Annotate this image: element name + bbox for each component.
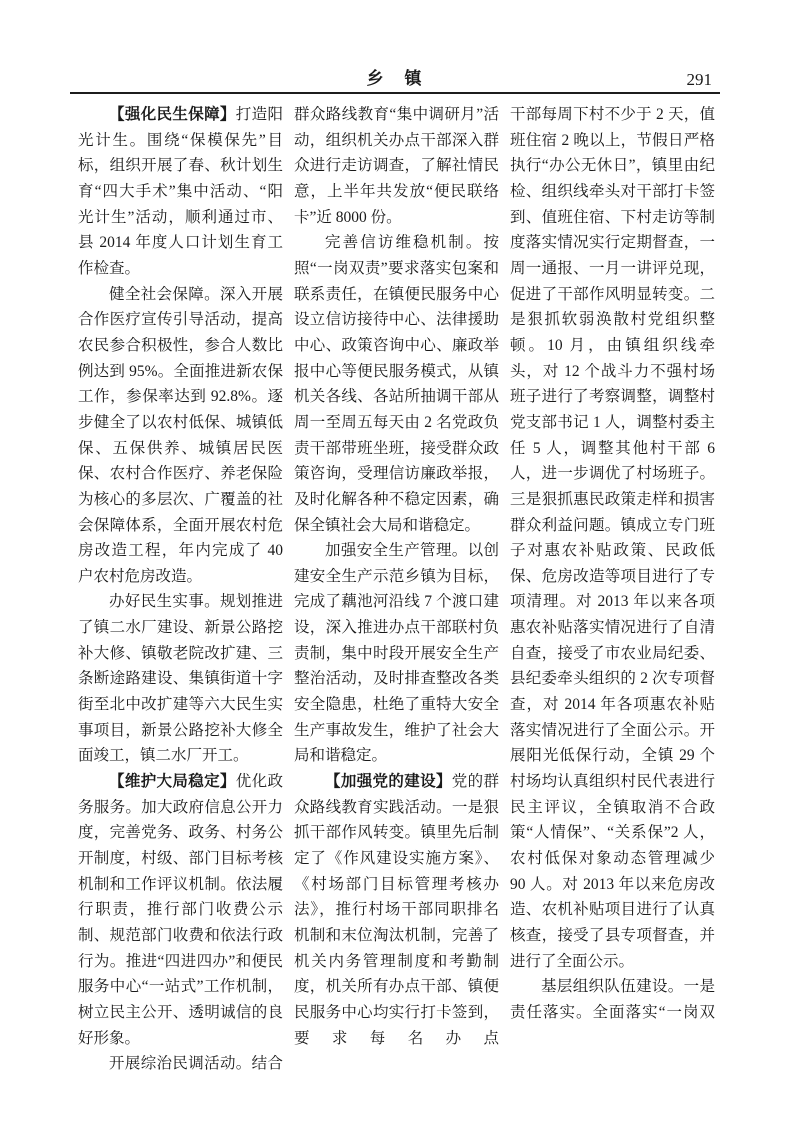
section-heading: 【加强党的建设】 (325, 773, 452, 791)
body-text: 完善信访维稳机制。按照“一岗双责”要求落实包案和联系责任，在镇便民服务中心设立信访接待中心、法律援助中心、政策咨询中心、廉政举报中心等便民服务模式，从镇机关各线、各站所抽调干部从周一至周五每天由 2 名党政负责干部带班坐班，接受群众政策咨询，受理信访廉政举报，及时化解各种不稳定因素，确保全镇社会大局和谐稳定。 (294, 234, 499, 534)
paragraph (294, 230, 499, 538)
text-column-1 (78, 102, 283, 1077)
paragraph (78, 282, 283, 590)
body-text: 基层组织队伍建设。一是责任落实。全面落实“一岗双 (510, 978, 715, 1021)
paragraph (510, 102, 715, 974)
running-title: 乡 镇 (366, 69, 424, 88)
body-text: 党的群众路线教育实践活动。一是狠抓干部作风转变。镇里先后制定了《作风建设实施方案》、《村场部门目标管理考核办法》，推行村场干部同职排名机制和末位淘汰机制，完善了机关内务管理制度和考勤制度，机关所有办点干部、镇便民服务中心均实行打卡签到，要求每名办点 (294, 773, 499, 1047)
paragraph (78, 1051, 283, 1077)
paragraph (294, 769, 499, 1051)
text-column-2 (294, 102, 499, 1077)
body-text: 健全社会保障。深入开展合作医疗宣传引导活动，提高农民参合积极性，参合人数比例达到 95%。全面推进新农保工作，参保率达到 92.8%。逐步健全了以农村低保、城镇低保、五保供养、城镇居民医保、农村合作医疗、养老保险为核心的多层次、广覆盖的社会保障体系，全面开展农村危房改造工程，年内完成了 40 户农村危房改造。 (78, 285, 283, 585)
body-text: 群众路线教育“集中调研月”活动，组织机关办点干部深入群众进行走访调查，了解社情民意，上半年共发放“便民联络卡”近 8000 份。 (294, 106, 499, 226)
paragraph (78, 589, 283, 769)
paragraph (294, 102, 499, 230)
paragraph (78, 102, 283, 282)
body-text: 打造阳光计生。围绕“保模保先”目标，组织开展了春、秋计划生育“四大手术”集中活动、“阳光计生”活动，顺利通过市、县 2014 年度人口计划生育工作检查。 (78, 106, 283, 277)
page-header (70, 70, 720, 94)
body-text: 办好民生实事。规划推进了镇二水厂建设、新景公路挖补大修、镇敬老院改扩建、三条断途路建设、集镇街道十字街至北中改扩建等六大民生实事项目，新景公路挖补大修全面竣工，镇二水厂开工。 (78, 593, 283, 765)
section-heading: 【维护大局稳定】 (109, 773, 236, 791)
paragraph (294, 538, 499, 769)
paragraph (510, 974, 715, 1025)
paragraph (78, 769, 283, 1051)
body-text: 加强安全生产管理。以创建安全生产示范乡镇为目标，完成了藕池河沿线 7 个渡口建设，深入推进办点干部联村负责制，集中时段开展安全生产整治活动，及时排查整改各类安全隐患，杜绝了重特大安全生产事故发生，维护了社会大局和谐稳定。 (294, 542, 499, 765)
text-column-3 (510, 102, 715, 1077)
section-heading: 【强化民生保障】 (109, 106, 236, 123)
body-text: 开展综治民调活动。结合 (109, 1055, 283, 1073)
body-text: 干部每周下村不少于 2 天，值班住宿 2 晚以上，节假日严格执行“办公无休日”，镇里由纪检、组织线牵头对干部打卡签到、值班住宿、下村走访等制度落实情况实行定期督查，一周一通报、一月一讲评兑现，促进了干部作风明显转变。二是狠抓软弱涣散村党组织整顿。10 月，由镇组织线牵头，对 12 个战斗力不强村场班子进行了考察调整，调整村党支部书记 1 人，调整村委主任 5 人，调整其他村干部 6 人，进一步调优了村场班子。三是狠抓惠民政策走样和损害群众利益问题。镇成立专门班子对惠农补贴政策、民政低保、危房改造等项目进行了专项清理。对 2013 年以来各项惠农补贴落实情况进行了自清自查，接受了市农业局纪委、县纪委牵头组织的 2 次专项督查，对 2014 年各项惠农补贴落实情况进行了全面公示。开展阳光低保行动，全镇 29 个村场均认真组织村民代表进行民主评议，全镇取消不合政策“人情保”、“关系保”2 人，农村低保对象动态管理减少 90 人。对 2013 年以来危房改造、农机补贴项目进行了认真核查，接受了县专项督查，并进行了全面公示。 (510, 106, 715, 970)
body-text: 优化政务服务。加大政府信息公开力度，完善党务、政务、村务公开制度，村级、部门目标考核机制和工作评议机制。依法履行职责，推行部门收费公示制、规范部门收费和依法行政行为。推进“四进四办”和便民服务中心“一站式”工作机制，树立民主公开、透明诚信的良好形象。 (78, 773, 283, 1047)
text-columns (78, 102, 715, 1077)
page-number: 291 (686, 70, 712, 89)
